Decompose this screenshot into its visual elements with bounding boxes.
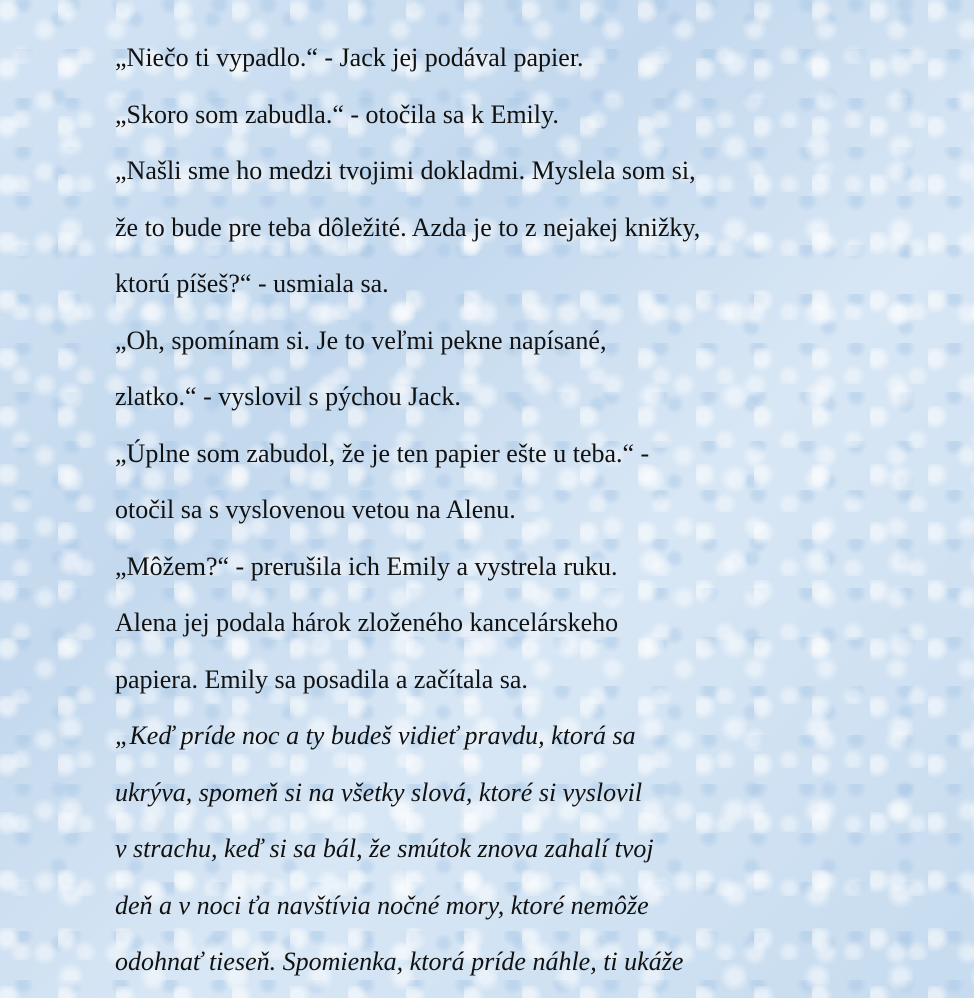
text-line: „Oh, spomínam si. Je to veľmi pekne napísané,: [115, 325, 607, 355]
poem-line: odohnať tieseň. Spomienka, ktorá príde náhle, ti ukáže: [115, 947, 684, 976]
poem-line: ukrýva, spomeň si na všetky slová, ktoré si vyslovil: [115, 777, 643, 807]
text-line: „Niečo ti vypadlo.“ - Jack jej podával papier.: [115, 43, 584, 72]
text-line: otočil sa s vyslovenou vetou na Alenu.: [115, 495, 516, 524]
text-line: Alena jej podala hárok zloženého kancelárskeho: [115, 608, 619, 637]
text-line: „Skoro som zabudla.“ - otočila sa k Emily.: [115, 99, 559, 129]
story-text: [115, 30, 875, 991]
text-line: „Úplne som zabudol, že je ten papier ešte u teba.“ -: [115, 438, 650, 468]
text-line: zlatko.“ - vyslovil s pýchou Jack.: [115, 382, 461, 411]
poem-line: „Keď príde noc a ty budeš vidieť pravdu, ktorá sa: [115, 721, 636, 750]
text-line: papiera. Emily sa posadila a začítala sa.: [115, 664, 528, 694]
text-line: ktorú píšeš?“ - usmiala sa.: [115, 269, 389, 298]
text-line: že to bude pre teba dôležité. Azda je to z nejakej knižky,: [115, 212, 701, 242]
text-line: „Môžem?“ - prerušila ich Emily a vystrela ruku.: [115, 551, 618, 581]
text-line: „Našli sme ho medzi tvojimi dokladmi. Myslela som si,: [115, 156, 696, 185]
poem-line: deň a v noci ťa navštívia nočné mory, ktoré nemôže: [115, 890, 649, 920]
poem-line: v strachu, keď si sa bál, že smútok znova zahalí tvoj: [115, 834, 654, 863]
